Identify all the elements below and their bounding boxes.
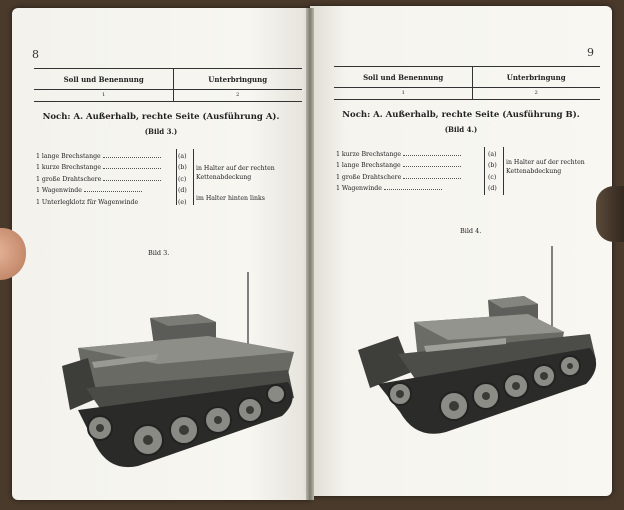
item-keys-left xyxy=(178,151,187,208)
list-item: 1 große Drahtschere xyxy=(36,174,186,185)
tank-photo-left xyxy=(38,270,302,486)
header-col2-title: Unterbringung xyxy=(506,73,566,82)
item-key: (e) xyxy=(178,198,187,206)
location-text: in Halter auf der rechten Kettenabdeckung xyxy=(196,165,275,181)
item-key: (b) xyxy=(488,162,497,170)
item-key: (d) xyxy=(178,187,187,195)
item-key: (a) xyxy=(488,151,497,158)
location-text-e: im Halter hinten links xyxy=(196,195,265,202)
list-item: 1 lange Brechstange xyxy=(36,151,186,162)
page-number-right: 9 xyxy=(587,46,594,59)
table-header-right xyxy=(334,66,600,100)
list-item: 1 lange Brechstange xyxy=(336,160,486,171)
section-sub-right: (Bild 4.) xyxy=(444,125,478,134)
right-page xyxy=(310,6,612,496)
tank-photo-right xyxy=(328,242,604,462)
table-header-left xyxy=(34,68,302,102)
list-item: 1 kurze Brechstange xyxy=(336,149,486,160)
header-col2-num: 2 xyxy=(236,92,240,98)
header-col1-num: 1 xyxy=(102,92,106,98)
header-col2-title: Unterbringung xyxy=(208,75,268,84)
location-text: in Halter auf der rechten Kettenabdeckung xyxy=(506,159,585,175)
figure-caption-right: Bild 4. xyxy=(460,227,482,235)
header-col1-title: Soll und Benennung xyxy=(63,75,144,84)
section-title-left: Noch: A. Außerhalb, rechte Seite (Ausführung A). xyxy=(42,112,280,122)
list-item: 1 Wagenwinde xyxy=(336,183,486,194)
book-clip xyxy=(596,186,624,242)
item-key: (c) xyxy=(178,175,187,183)
list-item: 1 Wagenwinde xyxy=(36,185,186,196)
item-key: (d) xyxy=(488,185,497,193)
item-list-right xyxy=(336,149,486,195)
figure-caption-left: Bild 3. xyxy=(148,249,170,257)
book-gutter xyxy=(306,8,314,500)
section-title-right: Noch: A. Außerhalb, rechte Seite (Ausführung B). xyxy=(342,110,580,120)
header-col1-title: Soll und Benennung xyxy=(363,73,444,82)
header-col1-num: 1 xyxy=(401,90,405,96)
item-key: (c) xyxy=(488,173,497,181)
left-page xyxy=(12,8,310,500)
item-keys-right xyxy=(488,149,497,195)
section-sub-left: (Bild 3.) xyxy=(144,127,178,136)
list-item: 1 kurze Brechstange xyxy=(36,162,186,173)
list-item: 1 große Drahtschere xyxy=(336,172,486,183)
item-key: (a) xyxy=(178,153,187,160)
list-item: 1 Unterlegklotz für Wagenwinde xyxy=(36,198,139,206)
page-number-left: 8 xyxy=(32,48,39,61)
header-col2-num: 2 xyxy=(534,90,538,96)
item-list-left xyxy=(36,151,186,208)
item-key: (b) xyxy=(178,164,187,172)
